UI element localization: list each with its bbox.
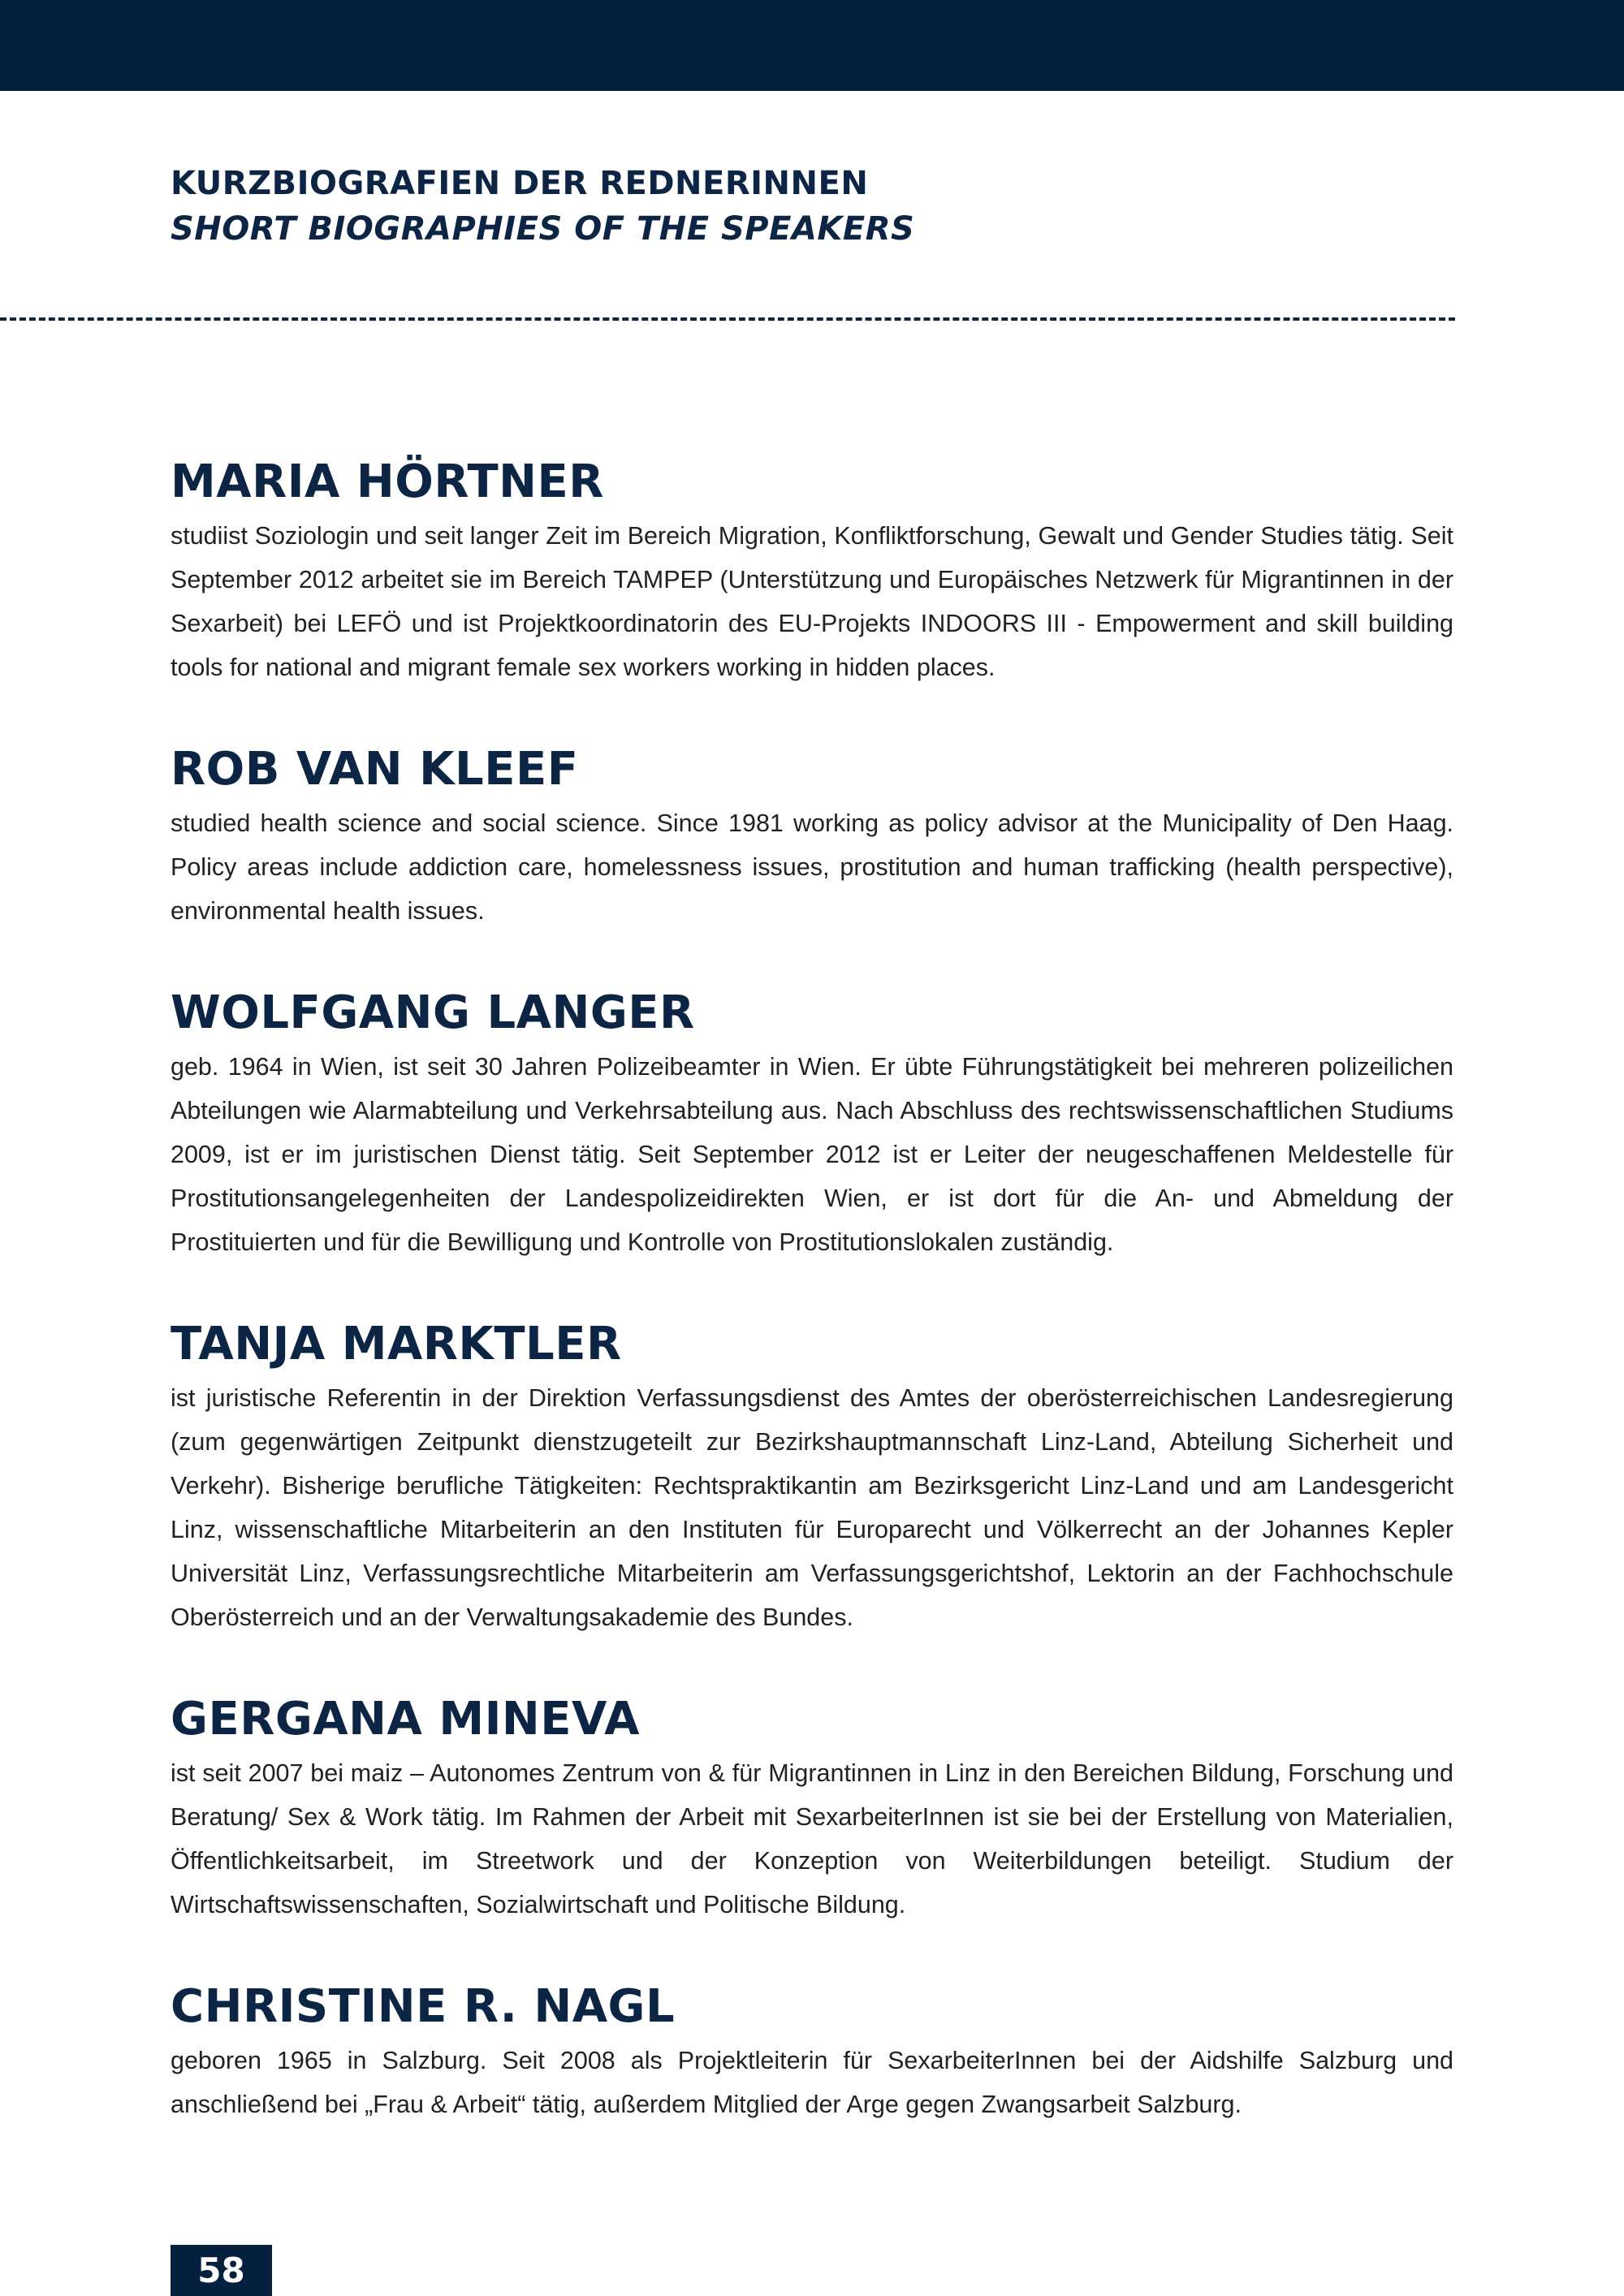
speaker-bio: geboren 1965 in Salzburg. Seit 2008 als Projektleiterin für SexarbeiterInnen bei der Aidshilfe Salzburg und anschließend bei „Frau & Arbeit“ tätig, außerdem Mitglied der Arge gegen Zwangsarbeit Salzburg. [171, 2047, 1453, 2118]
speaker-name: GERGANA MINEVA [171, 1693, 640, 1746]
speaker-name: TANJA MARKTLER [171, 1318, 622, 1370]
bio-wolfgang-langer [171, 982, 1453, 1264]
speaker-name: CHRISTINE R. NAGL [171, 1980, 676, 2033]
speaker-name: WOLFGANG LANGER [171, 986, 695, 1039]
speaker-bio: studiist Soziologin und seit langer Zeit im Bereich Migration, Konfliktforschung, Gewalt und Gender Studies tätig. Seit September 2012 arbeitet sie im Bereich TAMPEP (Unterstützung und Europäisches Netzwerk für Migrantinnen in der Sexarbeit) bei LEFÖ und ist Projektkoordinatorin des EU-Projekts INDOORS III - Empowerment and skill building tools for national and migrant female sex workers working in hidden places. [171, 522, 1453, 681]
speaker-bio: studied health science and social science. Since 1981 working as policy advisor at the Municipality of Den Haag. Policy areas include addiction care, homelessness issues, prostitution and human trafficking (health perspective), environmental health issues. [171, 809, 1453, 925]
speaker-bio: ist seit 2007 bei maiz – Autonomes Zentrum von & für Migrantinnen in Linz in den Bereichen Bildung, Forschung und Beratung/ Sex & Work tätig. Im Rahmen der Arbeit mit SexarbeiterInnen ist sie bei der Erstellung von Materialien, Öffentlichkeitsarbeit, im Streetwork und der Konzeption von Weiterbildungen beteiligt. Studium der Wirtschaftswissenschaften, Sozialwirtschaft und Politische Bildung. [171, 1759, 1453, 1918]
speaker-name: MARIA HÖRTNER [171, 455, 604, 508]
bio-tanja-marktler [171, 1313, 1453, 1639]
page-number: 58 [171, 2245, 272, 2296]
heading-german: KURZBIOGRAFIEN DER REDNERINNEN [171, 165, 869, 202]
top-banner [0, 0, 1624, 91]
speaker-name: ROB VAN KLEEF [171, 743, 579, 796]
speaker-bio: ist juristische Referentin in der Direktion Verfassungsdienst des Amtes der oberösterreichischen Landesregierung (zum gegenwärtigen Zeitpunkt dienstzugeteilt zur Bezirkshauptmannschaft Linz-Land, Abteilung Sicherheit und Verkehr). Bisherige berufliche Tätigkeiten: Rechtspraktikantin am Bezirksgericht Linz-Land und am Landesgericht Linz, wissenschaftliche Mitarbeiterin an den Instituten für Europarecht und Völkerrecht an der Johannes Kepler Universität Linz, Verfassungsrechtliche Mitarbeiterin am Verfassungsgerichtshof, Lektorin an der Fachhochschule Oberösterreich und an der Verwaltungsakademie des Bundes. [171, 1384, 1453, 1631]
bio-rob-van-kleef [171, 738, 1453, 933]
dashed-divider [0, 317, 1455, 321]
section-heading [171, 161, 1389, 252]
heading-english: SHORT BIOGRAPHIES OF THE SPEAKERS [171, 210, 915, 248]
speaker-bio: geb. 1964 in Wien, ist seit 30 Jahren Polizeibeamter in Wien. Er übte Führungstätigkeit bei mehreren polizeilichen Abteilungen wie Alarmabteilung und Verkehrsabteilung aus. Nach Abschluss des rechtswissenschaftlichen Studiums 2009, ist er im juristischen Dienst tätig. Seit September 2012 ist er Leiter der neugeschaffenen Meldestelle für Prostitutionsangelegenheiten der Landespolizeidirekten Wien, er ist dort für die An- und Abmeldung der Prostituierten und für die Bewilligung und Kontrolle von Prostitutionslokalen zuständig. [171, 1053, 1453, 1256]
bio-christine-nagl [171, 1975, 1453, 2126]
bio-maria-hoertner [171, 451, 1453, 689]
bio-gergana-mineva [171, 1688, 1453, 1927]
biography-list [171, 451, 1453, 2175]
